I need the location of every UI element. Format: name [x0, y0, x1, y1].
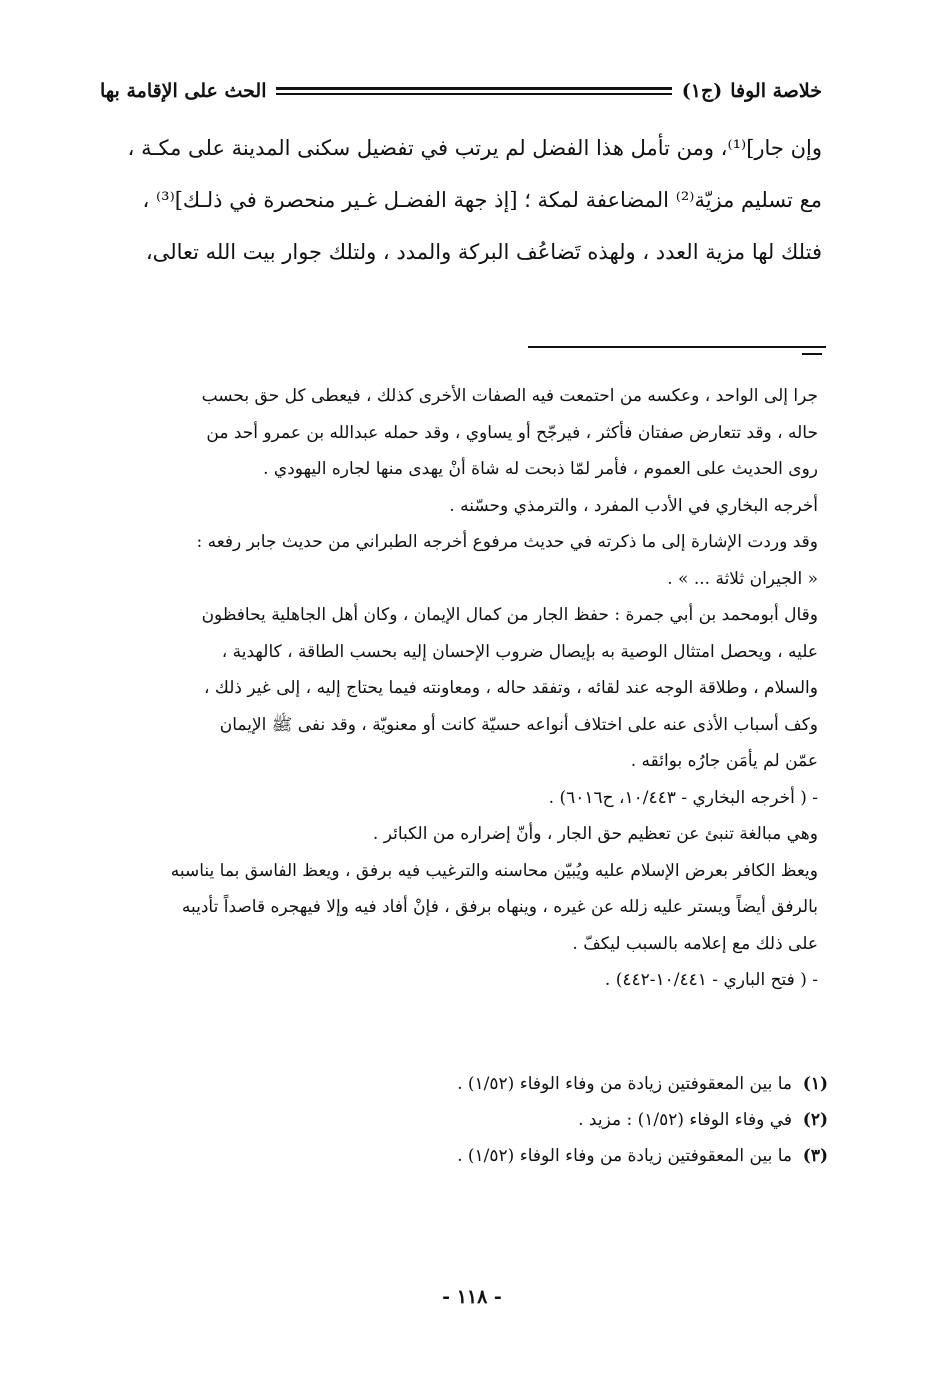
- footnote-number: (٢): [802, 1110, 828, 1130]
- header-chapter-title: الحث على الإقامة بها: [100, 80, 267, 102]
- main-line: مع تسليم مزيّة⁽²⁾ المضاعفة لمكة ؛ [إذ جهة الفضـل غـير منحصرة في ذلـك]⁽³⁾ ،: [142, 188, 822, 212]
- note-line: وكف أسباب الأذى عنه على اختلاف أنواعه حسيّة كانت أو معنويّة ، وقد نفى ﷺ الإيمان: [219, 714, 818, 735]
- running-header: [100, 74, 822, 108]
- note-line: وقد وردت الإشارة إلى ما ذكرته في حديث مرفوع أخرجه الطبراني من حديث جابر رفعه :: [196, 532, 818, 552]
- note-line: روى الحديث على العموم ، فأمر لمّا ذبحت له شاة أنْ يهدى منها لجاره اليهودي .: [263, 459, 818, 479]
- footnote-continuation: [100, 378, 818, 999]
- note-line: والسلام ، وطلاقة الوجه عند لقائه ، وتفقد حاله ، ومعاونته فيما يحتاج إليه ، إلى غير ذلك ،: [204, 678, 818, 698]
- footnote-item: [100, 1102, 828, 1138]
- footnote-separator-dash: [802, 353, 822, 355]
- note-line: ويعظ الكافر بعرض الإسلام عليه ويُبيّن محاسنه والترغيب فيه برفق ، ويعظ الفاسق بما يناسبه: [170, 860, 818, 881]
- note-line: وهي مبالغة تنبئ عن تعظيم حق الجار ، وأنّ إضراره من الكبائر .: [372, 824, 818, 844]
- footnote-item: [100, 1138, 828, 1174]
- page-number: - ١١٨ -: [442, 1286, 502, 1308]
- footnote-item: [100, 1066, 828, 1102]
- header-rule: [276, 87, 671, 95]
- note-line: - ( أخرجه البخاري - ١٠/٤٤٣، ح٦٠١٦) .: [548, 787, 818, 808]
- header-book-info: [682, 80, 822, 102]
- footnote-text: ما بين المعقوفتين زيادة من وفاء الوفاء (١/٥٢) .: [457, 1146, 792, 1166]
- main-text: [100, 122, 822, 278]
- footnote-text: في وفاء الوفاء (١/٥٢) : مزيد .: [578, 1110, 792, 1130]
- note-line: عليه ، ويحصل امتثال الوصية به بإيصال ضروب الإحسان إليه بحسب الطاقة ، كالهدية ،: [221, 641, 818, 662]
- header-volume: (ج١): [681, 80, 723, 102]
- note-line: وقال أبومحمد بن أبي جمرة : حفظ الجار من كمال الإيمان ، وكان أهل الجاهلية يحافظون: [201, 605, 818, 625]
- header-book-title: خلاصة الوفا: [730, 80, 822, 102]
- footnote-text: ما بين المعقوفتين زيادة من وفاء الوفاء (١/٥٢) .: [457, 1074, 792, 1094]
- note-line: على ذلك مع إعلامه بالسبب ليكفّ .: [572, 933, 818, 954]
- note-line: أخرجه البخاري في الأدب المفرد ، والترمذي وحسّنه .: [449, 495, 818, 516]
- footnote-separator: [528, 346, 826, 348]
- note-line: عمّن لم يأمَن جارُه بوائقه .: [630, 751, 818, 771]
- header-chapter: [100, 80, 266, 102]
- footnote-number: (٣): [802, 1146, 828, 1166]
- note-line: حاله ، وقد تتعارض صفتان فأكثر ، فيرجّح أو يساوي ، وقد حمله عبدالله بن عمرو أحد من: [206, 422, 818, 443]
- footnote-number: (١): [802, 1074, 828, 1094]
- note-line: بالرفق أيضاً ويستر عليه زلله عن غيره ، وينهاه برفق ، فإنْ أفاد فيه وإلا فيهجره قاصداً تأديبه: [181, 897, 818, 917]
- main-line: فتلك لها مزية العدد ، ولهذه تَضاعُف البركة والمدد ، ولتلك جوار بيت الله تعالى،: [145, 240, 822, 264]
- note-line: جرا إلى الواحد ، وعكسه من احتمعت فيه الصفات الأخرى كذلك ، فيعطى كل حق بحسب: [201, 386, 818, 406]
- note-line: « الجيران ثلاثة ... » .: [667, 568, 818, 589]
- main-line: وإن جار]⁽¹⁾، ومن تأمل هذا الفضل لم يرتب في تفضيل سكنى المدينة على مكـة ،: [127, 136, 822, 160]
- note-line: - ( فتح الباري - ١٠/٤٤١-٤٤٢) .: [604, 970, 818, 990]
- numbered-footnotes: [100, 1066, 828, 1174]
